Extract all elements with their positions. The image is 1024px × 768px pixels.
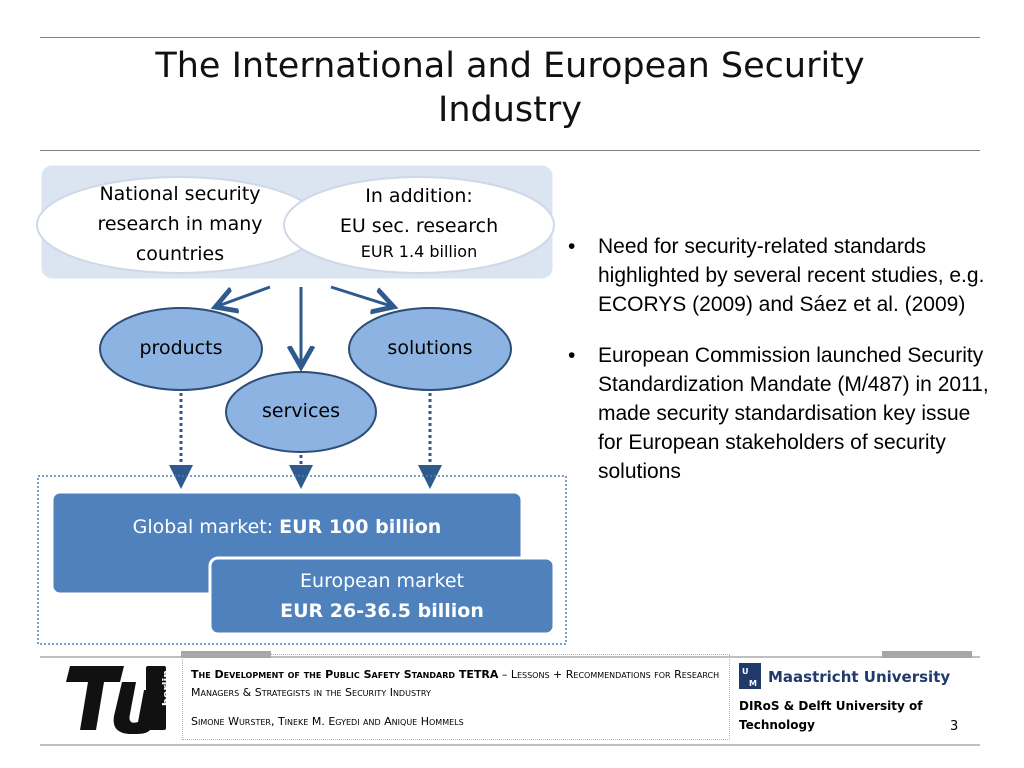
european-market-value: EUR 26-36.5 billion <box>280 600 484 622</box>
svg-text:U: U <box>742 667 749 676</box>
slide-title-line2: Industry <box>438 90 582 130</box>
maastricht-logo-mark <box>739 663 761 689</box>
footer-title <box>191 666 731 702</box>
bullet-marker: • <box>568 344 576 367</box>
eu-research-text <box>299 181 539 263</box>
national-line1: National security <box>99 183 261 205</box>
national-line3: countries <box>135 243 225 265</box>
arrow-to-products <box>218 287 270 306</box>
global-market-prefix: Global market: <box>132 516 280 538</box>
global-market-value: EUR 100 billion <box>279 516 442 538</box>
bullet-text: European Commission launched Security Standardization Mandate (M/487) in 2011, made security standardisation key issue for European stakeholders of security solutions <box>598 344 989 483</box>
eu-line3: EUR 1.4 billion <box>360 242 478 261</box>
services-label: services <box>262 400 340 422</box>
bullet-text: Need for security-related standards highlighted by several recent studies, e.g. ECORYS (2009) and Sáez et al. (2009) <box>598 235 985 316</box>
tu-berlin-logo <box>66 666 173 734</box>
national-line2: research in many <box>97 213 263 235</box>
eu-line2: EU sec. research <box>339 215 499 237</box>
footer-title-bold: The Development of the Public Safety Standard TETRA <box>191 668 499 681</box>
global-market-text <box>52 512 522 542</box>
bullet-list <box>568 232 998 508</box>
svg-text:berlin: berlin <box>160 669 173 706</box>
national-research-text <box>60 179 300 269</box>
bullet-item <box>568 232 998 319</box>
footer-title-rest: – Lessons + Recommendations for Research Managers & Strategists in the Security Industry <box>191 668 720 699</box>
european-market-label: European market <box>300 570 464 592</box>
slide-title-line1: The International and European Security <box>155 46 865 86</box>
partner-subtitle: DIRoS & Delft University of Technology <box>739 699 923 732</box>
arrow-to-solutions <box>331 287 391 306</box>
products-label: products <box>139 337 223 359</box>
maastricht-logo-text: Maastricht University <box>768 668 951 686</box>
footer-authors: Simone Wurster, Tineke M. Egyedi and Anique Hommels <box>191 715 464 728</box>
page-number: 3 <box>950 719 959 734</box>
eu-line1: In addition: <box>365 185 473 207</box>
footer-tab-right <box>882 651 972 658</box>
svg-text:M: M <box>749 679 757 688</box>
bullet-item <box>568 341 998 486</box>
bullet-marker: • <box>568 235 576 258</box>
solutions-label: solutions <box>387 337 473 359</box>
european-market-text <box>210 566 554 626</box>
